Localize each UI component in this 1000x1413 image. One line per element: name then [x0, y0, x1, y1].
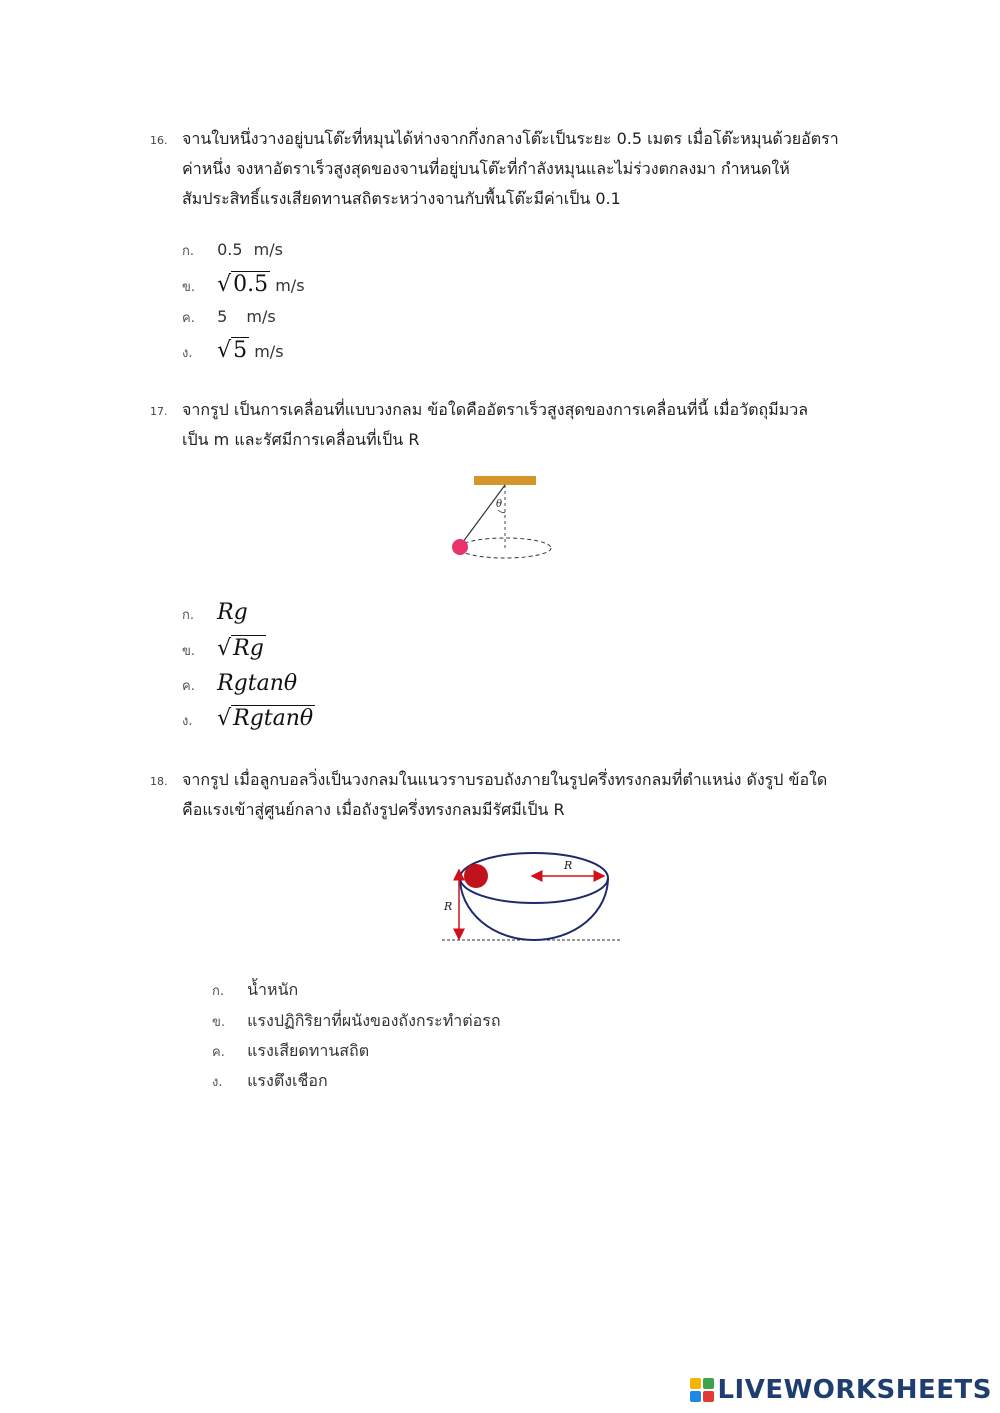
sqrt-icon: √: [217, 338, 232, 363]
horizontal-radius-label: R: [564, 859, 573, 872]
ball: [464, 864, 488, 888]
option-unit: m/s: [246, 307, 276, 326]
option-label: ข.: [182, 644, 196, 659]
option-label: ข.: [182, 280, 196, 295]
option-18-a[interactable]: [212, 978, 304, 1003]
option-value: 0.5: [217, 240, 243, 259]
option-unit: m/s: [254, 342, 284, 361]
logo-text: LIVEWORKSHEETS: [717, 1375, 992, 1405]
option-value: 0.5: [233, 272, 269, 297]
question-16: [150, 124, 890, 214]
option-label: ก.: [212, 984, 225, 999]
question-line: เป็น m และรัศมีการเคลื่อนที่เป็น R: [182, 430, 420, 449]
option-label: ง.: [182, 714, 193, 729]
question-number: 17.: [150, 405, 168, 418]
option-18-c[interactable]: [212, 1039, 375, 1064]
option-18-d[interactable]: [212, 1069, 334, 1094]
question-number: 16.: [150, 134, 168, 147]
question-17-text: [150, 395, 890, 455]
question-17: [150, 395, 890, 455]
option-17-a[interactable]: [182, 600, 248, 625]
option-value: แรงปฏิกิริยาที่ผนังของถังกระทำต่อรถ: [247, 1011, 501, 1030]
option-18-b[interactable]: [212, 1009, 507, 1034]
angle-arc: [498, 510, 505, 513]
option-label: ง.: [212, 1075, 223, 1090]
sqrt-icon: √: [217, 272, 232, 297]
option-value: แรงเสียดทานสถิต: [247, 1041, 370, 1060]
logo-squares-icon: [690, 1378, 714, 1402]
angle-label: θ: [496, 499, 503, 510]
option-value: Rgtanθ: [233, 706, 314, 731]
question-18-text: [150, 765, 890, 825]
option-16-c[interactable]: [182, 307, 276, 328]
hemisphere-bowl-figure: [438, 848, 628, 948]
conical-pendulum-figure: [440, 470, 570, 565]
option-17-c[interactable]: [182, 671, 297, 696]
option-value: Rg: [217, 600, 248, 625]
option-label: ข.: [212, 1015, 226, 1030]
option-17-b[interactable]: [182, 636, 266, 661]
sqrt-icon: √: [217, 706, 232, 731]
ceiling-rod: [474, 476, 536, 485]
option-unit: m/s: [275, 276, 305, 295]
question-18: [150, 765, 890, 825]
option-label: ค.: [182, 311, 195, 326]
option-value: Rg: [233, 636, 264, 661]
question-line: จากรูป เป็นการเคลื่อนที่แบบวงกลม ข้อใดคืออัตราเร็วสูงสุดของการเคลื่อนที่นี้ เมื่อวัตถุมีมวล: [182, 400, 809, 419]
option-value: แรงตึงเชือก: [247, 1071, 328, 1090]
liveworksheets-logo[interactable]: [690, 1373, 992, 1407]
option-value: 5: [233, 338, 248, 363]
pendulum-ball: [452, 539, 468, 555]
option-label: ง.: [182, 346, 193, 361]
pendulum-string: [460, 485, 505, 546]
option-unit: m/s: [253, 240, 283, 259]
option-label: ก.: [182, 608, 195, 623]
option-value: น้ำหนัก: [247, 980, 299, 999]
option-16-a[interactable]: [182, 240, 283, 261]
sqrt-icon: √: [217, 636, 232, 661]
bowl-body: [460, 878, 608, 940]
option-label: ค.: [182, 679, 195, 694]
question-line: คือแรงเข้าสู่ศูนย์กลาง เมื่อถังรูปครึ่งทรงกลมมีรัศมีเป็น R: [182, 800, 565, 819]
option-label: ก.: [182, 244, 195, 259]
option-label: ค.: [212, 1045, 225, 1060]
option-16-b[interactable]: [182, 272, 305, 297]
question-line: สัมประสิทธิ์แรงเสียดทานสถิตระหว่างจานกับพื้นโต๊ะมีค่าเป็น 0.1: [182, 189, 621, 208]
option-value: 5: [217, 307, 228, 326]
option-16-d[interactable]: [182, 338, 284, 363]
question-line: จานใบหนึ่งวางอยู่บนโต๊ะที่หมุนได้ห่างจากกึ่งกลางโต๊ะเป็นระยะ 0.5 เมตร เมื่อโต๊ะหมุนด้วยอัตรา: [182, 129, 839, 148]
question-number: 18.: [150, 775, 168, 788]
vertical-radius-label: R: [444, 900, 453, 913]
option-17-d[interactable]: [182, 706, 315, 731]
question-line: จากรูป เมื่อลูกบอลวิ่งเป็นวงกลมในแนวราบรอบถังภายในรูปครึ่งทรงกลมที่ตำแหน่ง ดังรูป ข้อใด: [182, 770, 828, 789]
question-line: ค่าหนึ่ง จงหาอัตราเร็วสูงสุดของจานที่อยู่บนโต๊ะที่กำลังหมุนและไม่ร่วงตกลงมา กำหนดให้: [182, 159, 790, 178]
option-value: Rgtanθ: [217, 671, 298, 696]
question-16-text: [150, 124, 890, 214]
